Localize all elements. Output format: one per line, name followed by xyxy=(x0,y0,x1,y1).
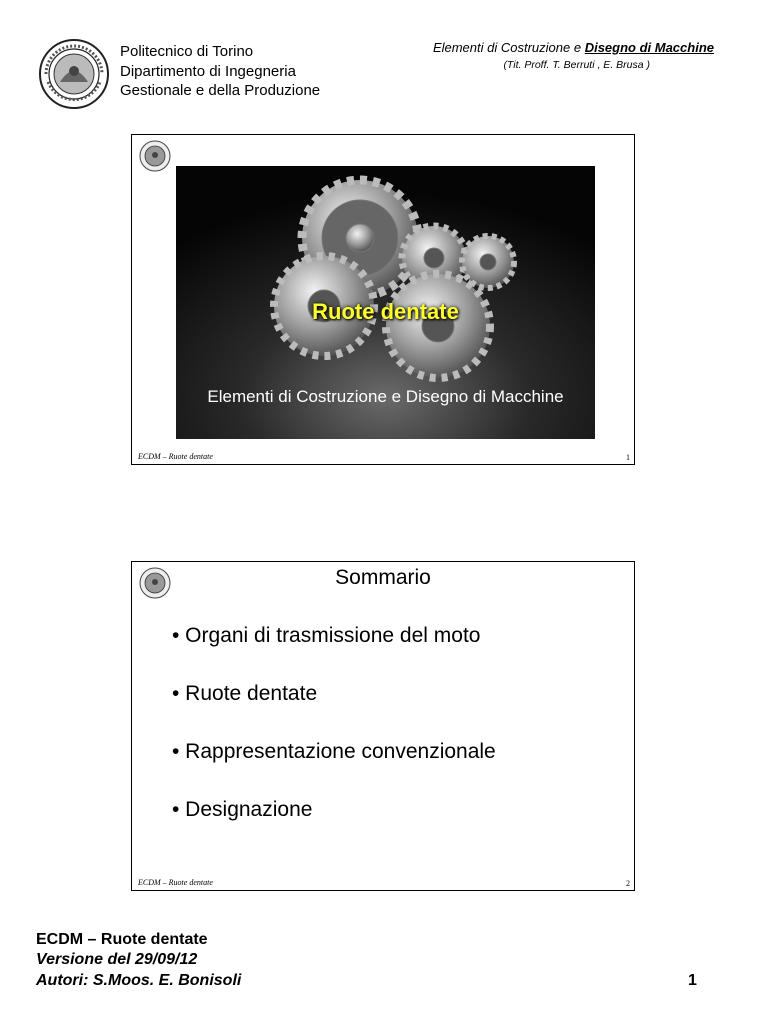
page-number: 1 xyxy=(688,972,697,989)
slide-page-number: 2 xyxy=(626,879,630,888)
footer-version: Versione del 29/09/12 xyxy=(36,951,198,968)
list-item: • Rappresentazione convenzionale xyxy=(172,740,496,763)
course-prefix: Elementi di Costruzione e xyxy=(432,40,585,55)
slide-2 xyxy=(131,561,635,891)
slide-seal-icon xyxy=(138,139,172,173)
cover-title: Ruote dentate xyxy=(312,299,459,324)
list-item: • Ruote dentate xyxy=(172,682,318,705)
course-title xyxy=(433,40,714,55)
slide-footer: ECDM – Ruote dentate xyxy=(138,452,213,461)
bullet-list xyxy=(172,624,496,856)
footer-authors: Autori: S.Moos. E. Bonisoli xyxy=(36,972,242,989)
course-highlight: Disegno di Macchine xyxy=(584,40,714,55)
slide-page-number: 1 xyxy=(626,453,630,462)
cover-image xyxy=(176,166,595,439)
slide-footer: ECDM – Ruote dentate xyxy=(138,878,213,887)
institution-line: Politecnico di Torino xyxy=(120,43,254,60)
cover-subtitle: Elementi di Costruzione e Disegno di Macchine xyxy=(207,387,564,406)
professors: (Tit. Proff. T. Berruti , E. Brusa ) xyxy=(503,59,650,71)
university-seal-icon xyxy=(38,38,110,110)
footer-title: ECDM – Ruote dentate xyxy=(36,931,208,948)
slide-title: Sommario xyxy=(335,566,431,589)
list-item: • Designazione xyxy=(172,798,313,821)
institution-block xyxy=(120,42,320,101)
slide-1 xyxy=(131,134,635,465)
department-line-2: Gestionale e della Produzione xyxy=(120,82,321,99)
department-line: Dipartimento di Ingegneria xyxy=(120,62,296,80)
list-item: • Organi di trasmissione del moto xyxy=(172,624,481,647)
